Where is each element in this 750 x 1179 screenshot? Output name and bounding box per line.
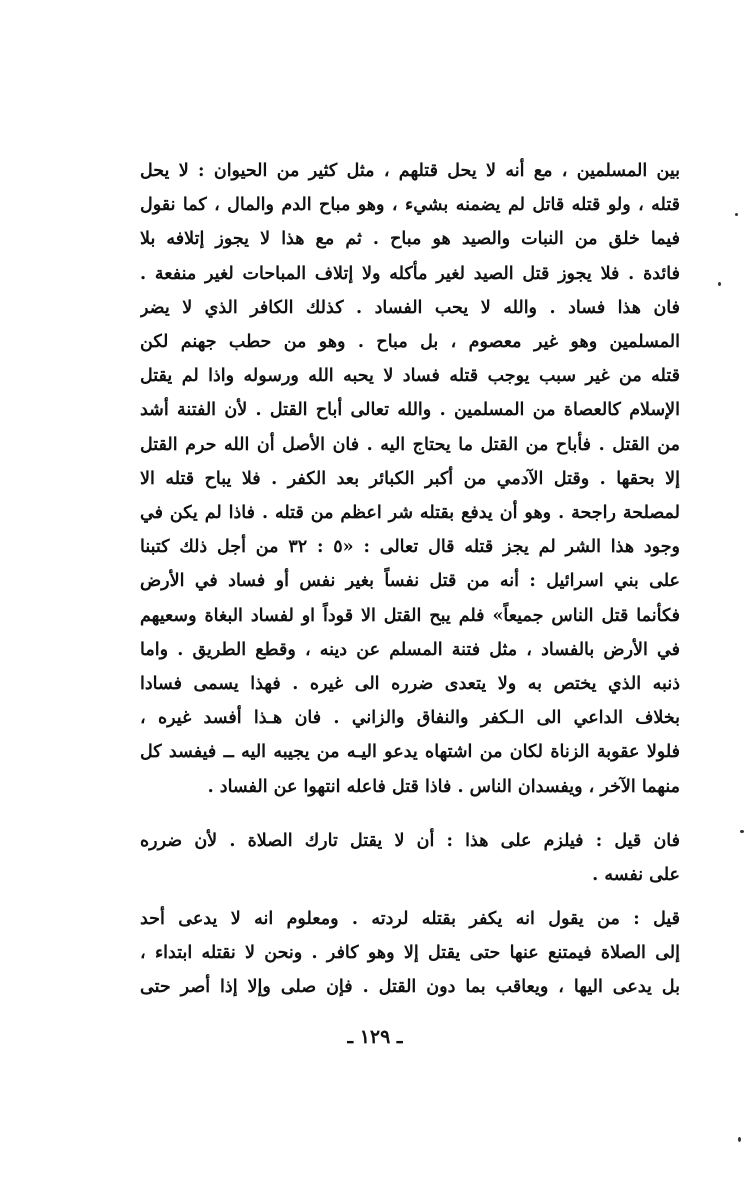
text-line: فكأنما قتل الناس جميعاً» فلم يبح القتل الا قوداً او لفساد البغاة وسعيهم	[140, 605, 680, 626]
paragraph-1	[140, 154, 680, 804]
text-line: قتله من غير سبب يوجب قتله فساد لا يحبه الله ورسوله واذا لم يقتل	[140, 366, 680, 387]
page-number: ـ ١٢٩ ـ	[347, 1026, 403, 1048]
text-line: ذنبه الذي يختص به ولا يتعدى ضرره الى غيره . فهذا يسمى فسادا	[140, 674, 680, 695]
text-line: من القتل . فأباح من القتل ما يحتاج اليه . فان الأصل أن الله حرم القتل	[140, 434, 680, 455]
text-line: قتله ، ولو قتله قاتل لم يضمنه بشيء ، وهو مباح الدم والمال ، كما نقول	[140, 195, 680, 216]
text-line: على نفسه .	[592, 865, 680, 886]
scan-speck	[738, 1137, 741, 1142]
paragraph-2	[140, 824, 680, 892]
text-line: فان هذا فساد . والله لا يحب الفساد . كذلك الكافر الذي لا يضر	[140, 297, 680, 318]
text-line: قيل : من يقول انه يكفر بقتله لردته . ومعلوم انه لا يدعى أحد	[140, 909, 680, 929]
text-line: بخلاف الداعي الى الـكفر والنفاق والزاني . فان هـذا أفسد غيره ،	[140, 708, 680, 729]
text-line: الإسلام كالعصاة من المسلمين . والله تعالى أباح القتل . لأن الفتنة أشد	[140, 400, 680, 421]
text-line: فيما خلق من النبات والصيد هو مباح . ثم مع هذا لا يجوز إتلافه بلا	[140, 229, 680, 250]
text-line: لمصلحة راجحة . وهو أن يدفع بقتله شر اعظم من قتله . فاذا لم يكن في	[140, 503, 680, 524]
scan-speck	[718, 282, 721, 286]
text-line: فان قيل : فيلزم على هذا : أن لا يقتل تارك الصلاة . لأن ضرره	[140, 831, 680, 851]
text-line: بين المسلمين ، مع أنه لا يحل قتلهم ، مثل كثير من الحيوان : لا يحل	[140, 161, 680, 181]
text-line: فائدة . فلا يجوز قتل الصيد لغير مأكله ولا إتلاف المباحات لغير منفعة .	[140, 263, 680, 284]
scan-speck	[740, 830, 744, 833]
paragraph-3	[140, 902, 680, 1005]
scan-speck	[735, 213, 738, 216]
text-line: منهما الآخر ، ويفسدان الناس . فاذا قتل فاعله انتهوا عن الفساد .	[207, 776, 680, 797]
text-line: على بني اسرائيل : أنه من قتل نفساً بغير نفس أو فساد في الأرض	[140, 571, 680, 592]
text-line: المسلمين وهو غير معصوم ، بل مباح . وهو من حطب جهنم لكن	[140, 332, 680, 353]
text-line: إلى الصلاة فيمتنع عنها حتى يقتل إلا وهو كافر . ونحن لا نقتله ابتداء ،	[140, 943, 680, 964]
text-line: بل يدعى اليها ، ويعاقب بما دون القتل . فإن صلى وإلا إذا أصر حتى	[140, 977, 680, 998]
text-line: فلولا عقوبة الزناة لكان من اشتهاه يدعو اليـه من يجيبه اليه ــ فيفسد كل	[140, 742, 680, 763]
text-line: وجود هذا الشر لم يجز قتله قال تعالى : «٥ : ٣٢ من أجل ذلك كتبنا	[140, 537, 680, 558]
text-line: إلا بحقها . وقتل الآدمي من أكبر الكبائر بعد الكفر . فلا يباح قتله الا	[140, 468, 680, 489]
text-line: في الأرض بالفساد ، مثل فتنة المسلم عن دينه ، وقطع الطريق . واما	[140, 639, 680, 660]
